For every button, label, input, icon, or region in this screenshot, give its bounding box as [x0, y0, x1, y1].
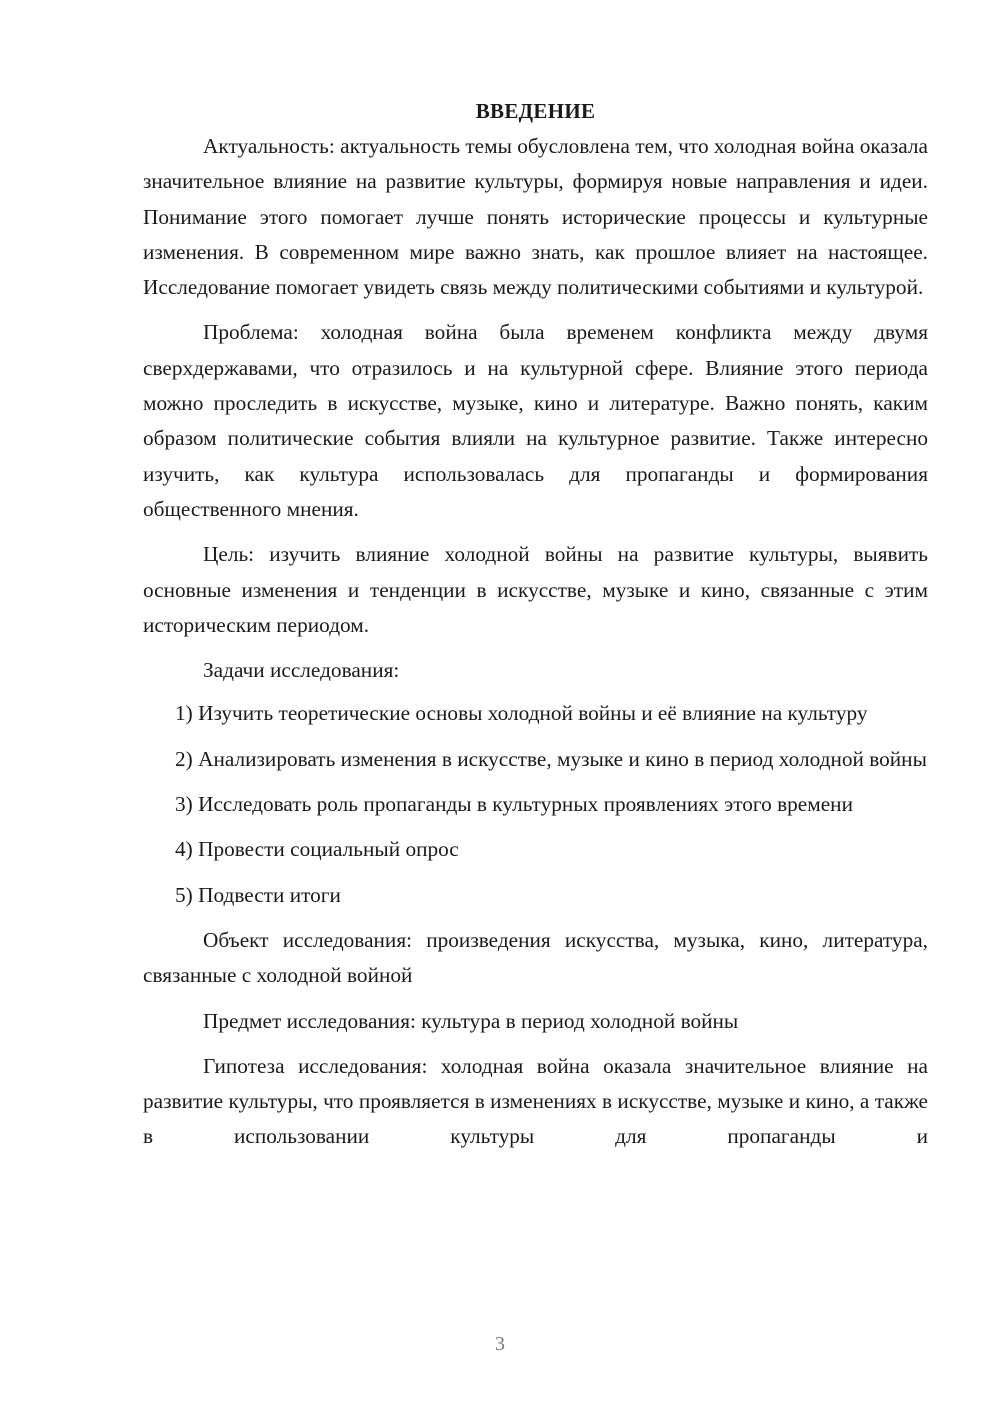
problem-paragraph: Проблема: холодная война была временем конфликта между двумя сверхдержавами, что отразилось и на культурной сфере. Влияние этого периода можно проследить в искусстве, музыке, кино и литературе. Важно понять, каким образом политические события влияли на культурное развитие. Также интересно изучить, как культура использовалась для пропаганды и формирования общественного мнения. — [143, 320, 928, 521]
object-paragraph: Объект исследования: произведения искусства, музыка, кино, литература, связанные с холодной войной — [143, 927, 928, 988]
task-item-4: 4) Провести социальный опрос — [175, 837, 459, 862]
page-title: ВВЕДЕНИЕ — [475, 99, 596, 123]
document-page — [143, 96, 928, 1165]
task-item-5: 5) Подвести итоги — [175, 882, 341, 907]
hypothesis-paragraph: Гипотеза исследования: холодная война оказала значительное влияние на развитие культуры, что проявляется в изменениях в искусстве, музыке и кино, а также в использовании культуры для пропаганды и — [143, 1053, 928, 1149]
goal-paragraph: Цель: изучить влияние холодной войны на развитие культуры, выявить основные изменения и тенденции в искусстве, музыке и кино, связанные с этим историческим периодом. — [143, 542, 928, 637]
task-item-1: 1) Изучить теоретические основы холодной войны и её влияние на культуру — [175, 701, 868, 726]
task-item-2: 2) Анализировать изменения в искусстве, музыке и кино в период холодной войны — [175, 746, 927, 771]
page-number: 3 — [495, 1333, 505, 1355]
task-item-3: 3) Исследовать роль пропаганды в культурных проявлениях этого времени — [175, 792, 853, 817]
subject-paragraph: Предмет исследования: культура в период холодной войны — [203, 1008, 739, 1033]
relevance-paragraph: Актуальность: актуальность темы обусловлена тем, что холодная война оказала значительное влияние на развитие культуры, формируя новые направления и идеи. Понимание этого помогает лучше понять исторические процессы и культурные изменения. В современном мире важно знать, как прошлое влияет на настоящее. Исследование помогает увидеть связь между политическими событиями и культурой. — [143, 134, 928, 300]
tasks-heading: Задачи исследования: — [203, 658, 400, 683]
